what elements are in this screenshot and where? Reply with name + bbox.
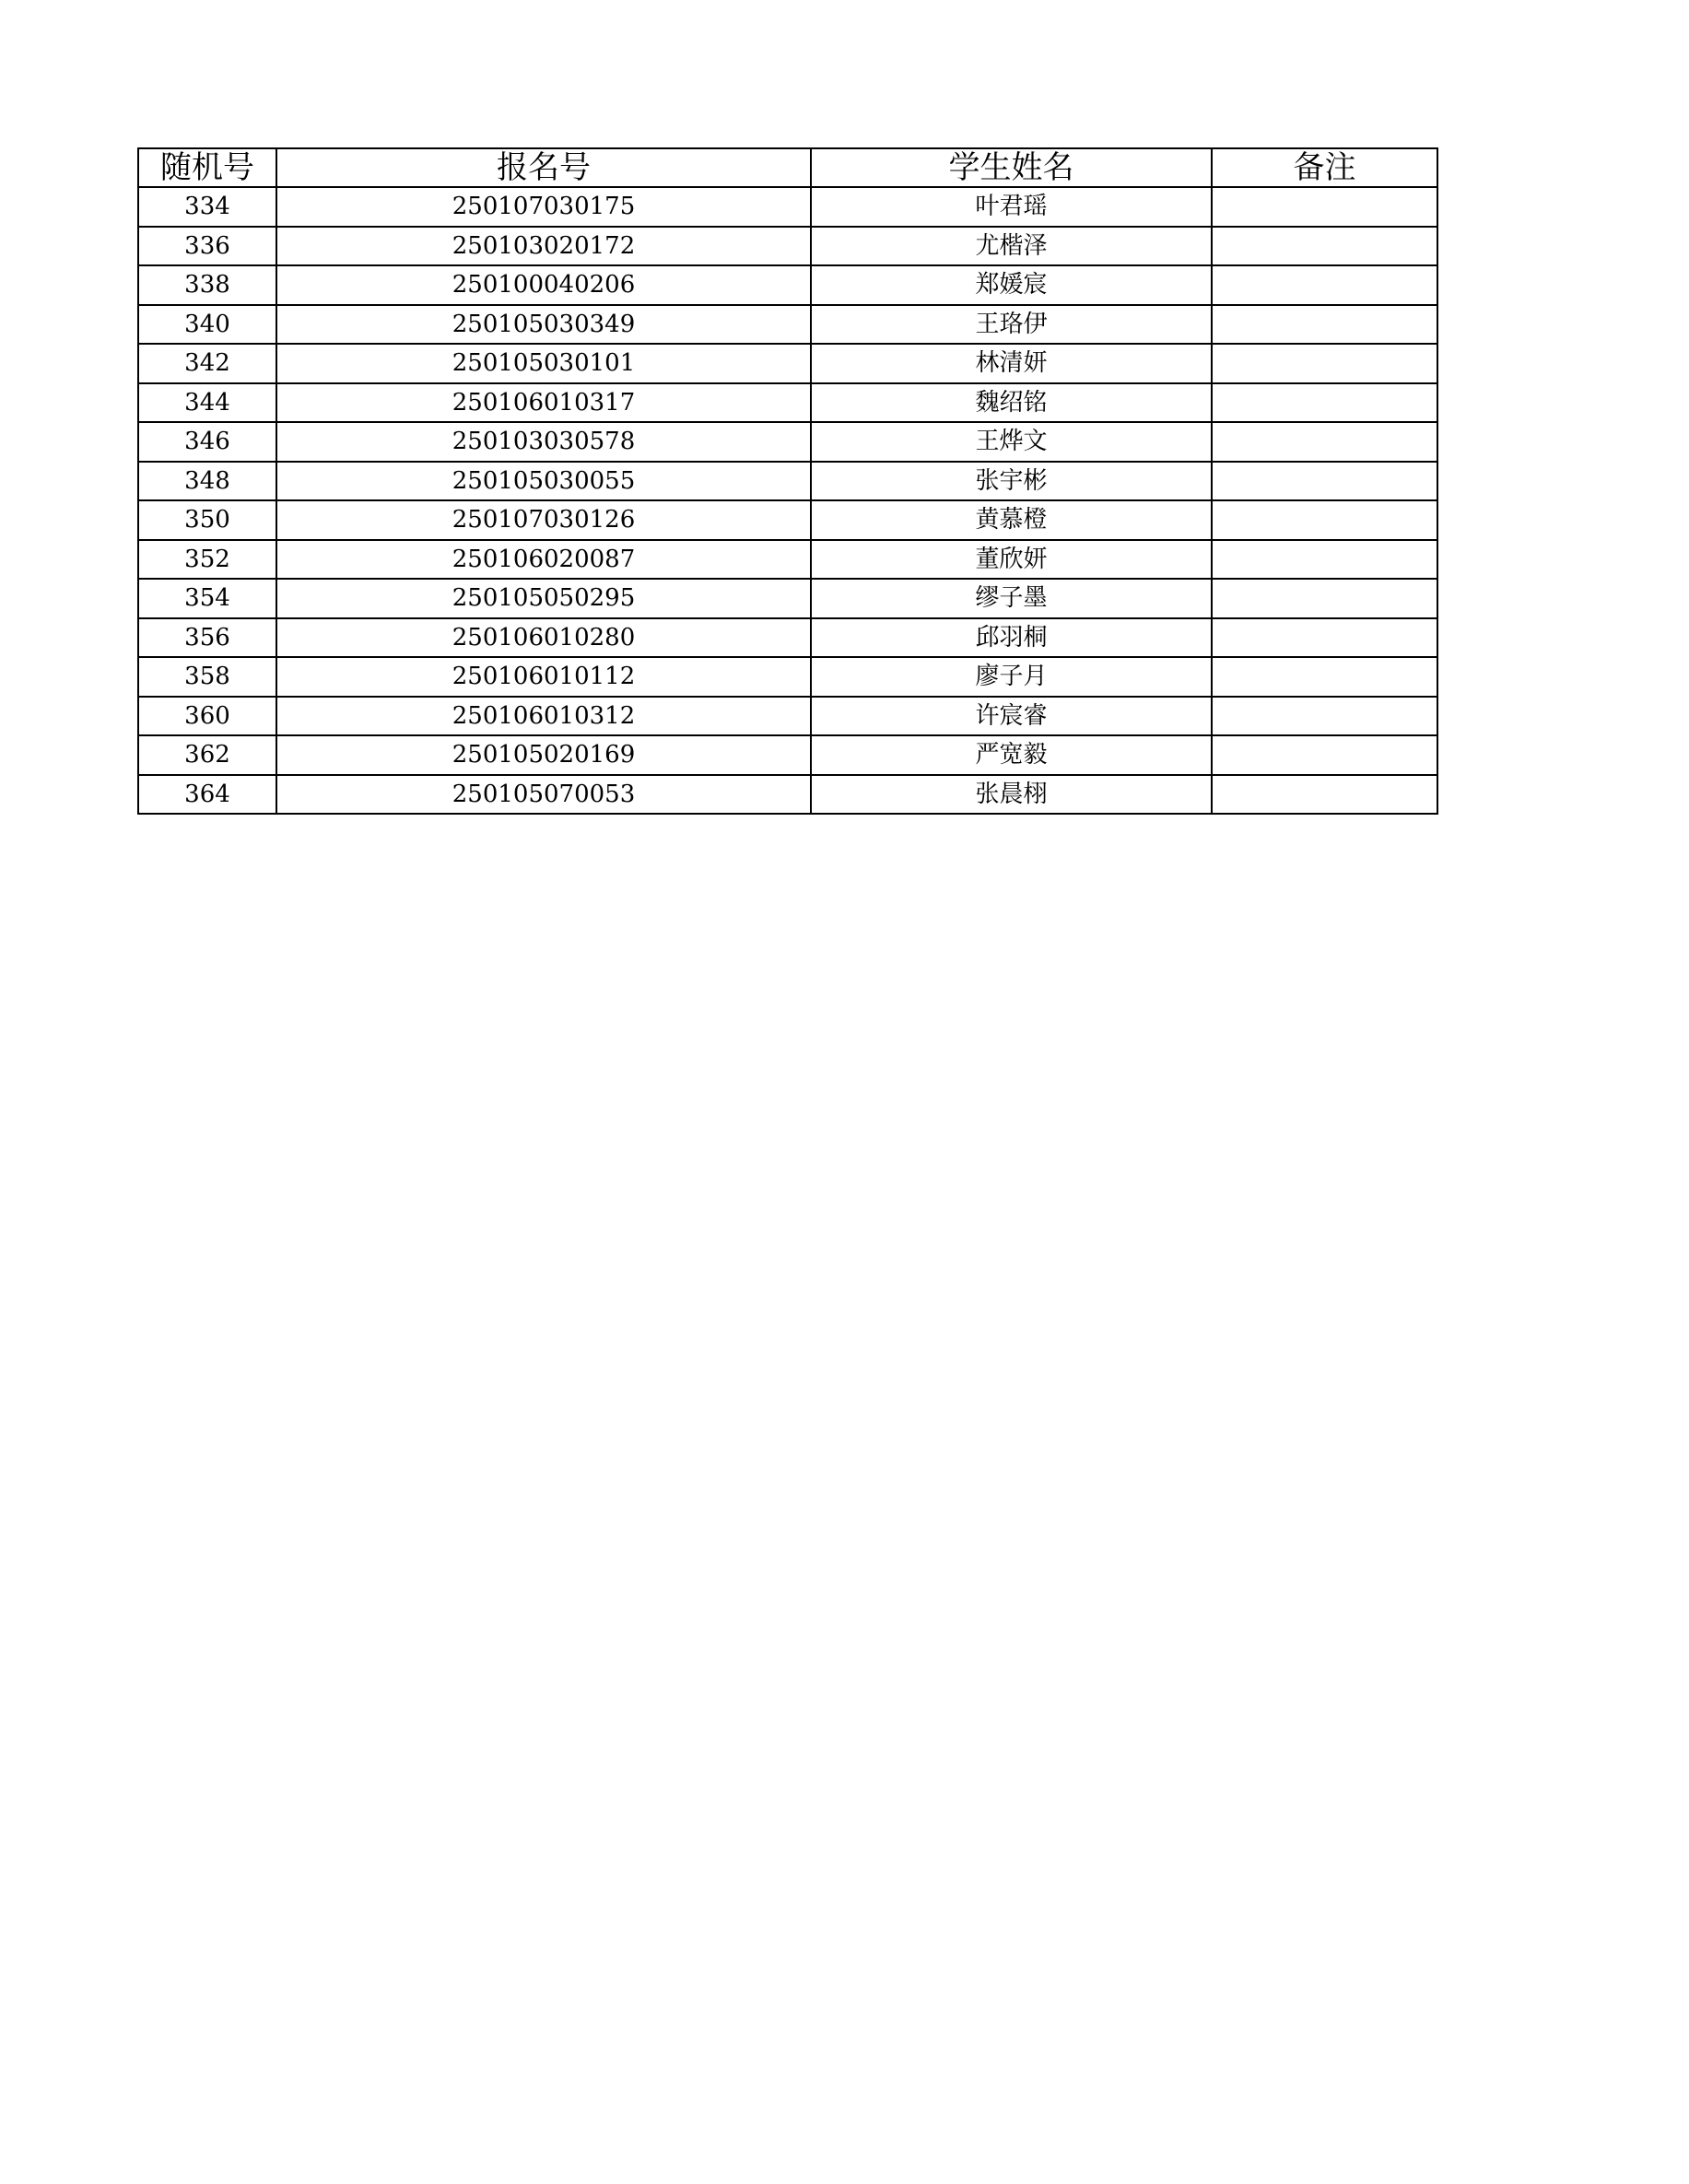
cell-student-name: 许宸睿 xyxy=(811,697,1212,736)
cell-student-name: 张晨栩 xyxy=(811,775,1212,815)
cell-random-no: 346 xyxy=(138,422,276,462)
table-row xyxy=(138,657,1437,697)
cell-student-name: 缪子墨 xyxy=(811,579,1212,618)
cell-student-name: 廖子月 xyxy=(811,657,1212,697)
cell-random-no: 358 xyxy=(138,657,276,697)
cell-reg-no: 250105020169 xyxy=(276,735,811,775)
cell-random-no: 338 xyxy=(138,265,276,305)
header-remark: 备注 xyxy=(1212,148,1437,187)
cell-student-name: 郑媛宸 xyxy=(811,265,1212,305)
table-row xyxy=(138,265,1437,305)
cell-remark xyxy=(1212,697,1437,736)
cell-reg-no: 250105030349 xyxy=(276,305,811,345)
cell-remark xyxy=(1212,305,1437,345)
cell-student-name: 叶君瑶 xyxy=(811,187,1212,227)
table-row xyxy=(138,305,1437,345)
table-row xyxy=(138,618,1437,658)
cell-remark xyxy=(1212,618,1437,658)
table-row xyxy=(138,462,1437,501)
cell-reg-no: 250105030101 xyxy=(276,344,811,383)
cell-student-name: 邱羽桐 xyxy=(811,618,1212,658)
table-row xyxy=(138,735,1437,775)
table-row xyxy=(138,540,1437,580)
cell-reg-no: 250106010280 xyxy=(276,618,811,658)
cell-student-name: 林清妍 xyxy=(811,344,1212,383)
table-row xyxy=(138,227,1437,266)
cell-reg-no: 250103030578 xyxy=(276,422,811,462)
cell-random-no: 356 xyxy=(138,618,276,658)
cell-remark xyxy=(1212,265,1437,305)
cell-student-name: 董欣妍 xyxy=(811,540,1212,580)
cell-remark xyxy=(1212,657,1437,697)
cell-student-name: 王烨文 xyxy=(811,422,1212,462)
cell-reg-no: 250105050295 xyxy=(276,579,811,618)
cell-remark xyxy=(1212,227,1437,266)
cell-remark xyxy=(1212,775,1437,815)
cell-remark xyxy=(1212,422,1437,462)
cell-remark xyxy=(1212,500,1437,540)
cell-remark xyxy=(1212,540,1437,580)
table-row xyxy=(138,422,1437,462)
cell-remark xyxy=(1212,735,1437,775)
cell-remark xyxy=(1212,383,1437,423)
cell-student-name: 严宽毅 xyxy=(811,735,1212,775)
cell-student-name: 尤楷泽 xyxy=(811,227,1212,266)
cell-random-no: 362 xyxy=(138,735,276,775)
cell-remark xyxy=(1212,344,1437,383)
cell-random-no: 344 xyxy=(138,383,276,423)
cell-student-name: 张宇彬 xyxy=(811,462,1212,501)
cell-random-no: 350 xyxy=(138,500,276,540)
cell-random-no: 342 xyxy=(138,344,276,383)
cell-reg-no: 250106020087 xyxy=(276,540,811,580)
cell-reg-no: 250105070053 xyxy=(276,775,811,815)
cell-student-name: 王珞伊 xyxy=(811,305,1212,345)
cell-random-no: 340 xyxy=(138,305,276,345)
table-row xyxy=(138,775,1437,815)
table-row xyxy=(138,344,1437,383)
cell-random-no: 360 xyxy=(138,697,276,736)
cell-reg-no: 250103020172 xyxy=(276,227,811,266)
cell-reg-no: 250106010112 xyxy=(276,657,811,697)
cell-random-no: 336 xyxy=(138,227,276,266)
cell-remark xyxy=(1212,462,1437,501)
cell-reg-no: 250105030055 xyxy=(276,462,811,501)
table-header-row xyxy=(138,148,1437,187)
cell-random-no: 364 xyxy=(138,775,276,815)
table-row xyxy=(138,383,1437,423)
cell-reg-no: 250106010317 xyxy=(276,383,811,423)
cell-random-no: 354 xyxy=(138,579,276,618)
cell-reg-no: 250100040206 xyxy=(276,265,811,305)
cell-student-name: 黄慕橙 xyxy=(811,500,1212,540)
header-random-no: 随机号 xyxy=(138,148,276,187)
cell-reg-no: 250107030126 xyxy=(276,500,811,540)
cell-reg-no: 250107030175 xyxy=(276,187,811,227)
cell-reg-no: 250106010312 xyxy=(276,697,811,736)
cell-random-no: 334 xyxy=(138,187,276,227)
table-row xyxy=(138,187,1437,227)
cell-random-no: 352 xyxy=(138,540,276,580)
cell-remark xyxy=(1212,579,1437,618)
header-reg-no: 报名号 xyxy=(276,148,811,187)
cell-random-no: 348 xyxy=(138,462,276,501)
table-row xyxy=(138,697,1437,736)
table-row xyxy=(138,579,1437,618)
cell-student-name: 魏绍铭 xyxy=(811,383,1212,423)
cell-remark xyxy=(1212,187,1437,227)
header-student-name: 学生姓名 xyxy=(811,148,1212,187)
student-roster-table xyxy=(137,147,1438,815)
table-row xyxy=(138,500,1437,540)
